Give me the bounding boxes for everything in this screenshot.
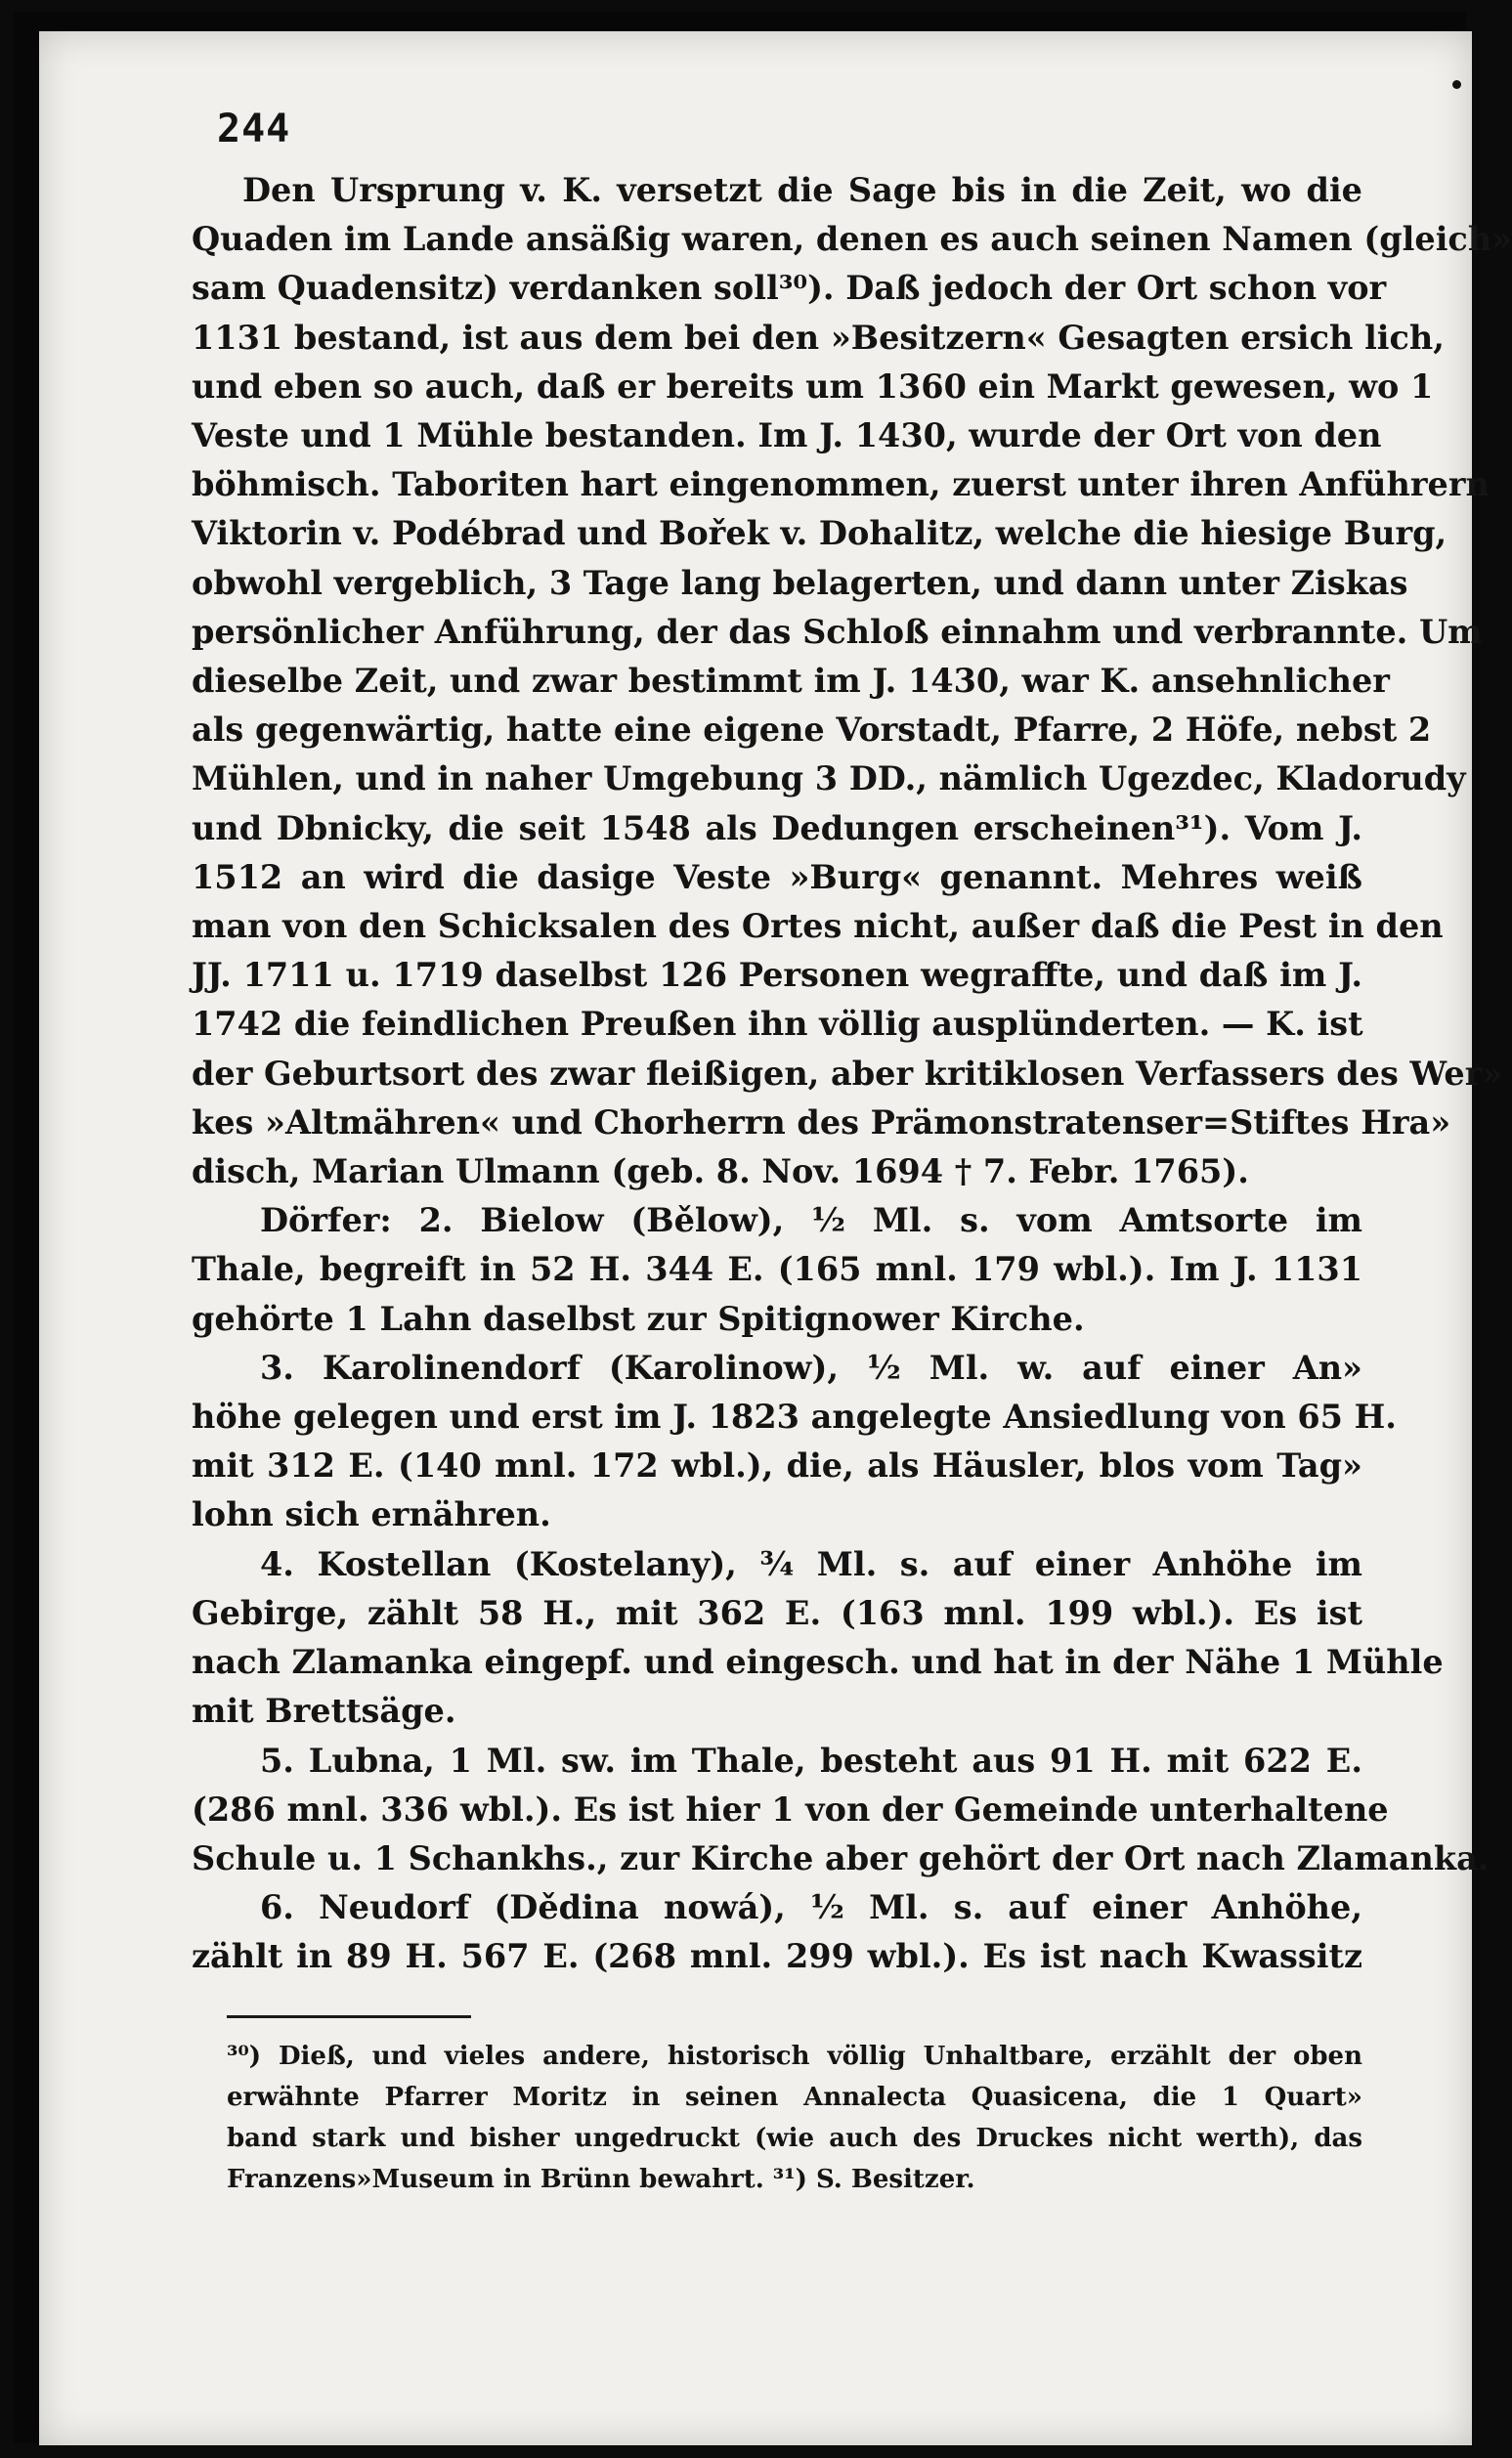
text-line: 3. Karolinendorf (Karolinow), ½ Ml. w. auf einer An» xyxy=(260,1348,1362,1387)
text-line: Dörfer: 2. Bielow (Bělow), ½ Ml. s. vom Amtsorte im xyxy=(260,1201,1362,1240)
text-line: zählt in 89 H. 567 E. (268 mnl. 299 wbl.). Es ist nach Kwassitz xyxy=(192,1937,1362,1976)
text-line: als gegenwärtig, hatte eine eigene Vorstadt, Pfarre, 2 Höfe, nebst 2 xyxy=(192,711,1432,750)
text-line: 5. Lubna, 1 Ml. sw. im Thale, besteht aus 91 H. mit 622 E. xyxy=(260,1741,1362,1780)
paragraph-lubna xyxy=(192,1737,1490,1884)
paragraph-neudorf xyxy=(192,1883,1362,1981)
text-line: Den Ursprung v. K. versetzt die Sage bis in die Zeit, wo die xyxy=(242,171,1362,209)
footnotes xyxy=(192,2036,1362,2200)
paragraph-bielow xyxy=(192,1196,1362,1344)
ink-speck xyxy=(1452,80,1461,89)
text-line: Gebirge, zählt 58 H., mit 362 E. (163 mnl. 199 wbl.). Es ist xyxy=(192,1593,1362,1632)
text-line: kes »Altmähren« und Chorherrn des Prämonstratenser=Stiftes Hra» xyxy=(192,1102,1451,1142)
text-line: und eben so auch, daß er bereits um 1360 ein Markt gewesen, wo 1 xyxy=(192,367,1434,406)
text-line: dieselbe Zeit, und zwar bestimmt im J. 1430, war K. ansehnlicher xyxy=(192,662,1390,701)
footnote-line: band stark und bisher ungedruckt (wie auch des Druckes nicht werth), das xyxy=(227,2123,1362,2153)
text-line: sam Quadensitz) verdanken soll³⁰). Daß jedoch der Ort schon vor xyxy=(192,269,1387,308)
text-line: Schule u. 1 Schankhs., zur Kirche aber gehört der Ort nach Zlamanka. xyxy=(192,1838,1490,1877)
footnote-line: Franzens»Museum in Brünn bewahrt. ³¹) S. Besitzer. xyxy=(227,2164,975,2194)
text-line: Thale, begreift in 52 H. 344 E. (165 mnl. 179 wbl.). Im J. 1131 xyxy=(192,1250,1362,1289)
paragraph-kostellan xyxy=(192,1540,1444,1737)
text-line: persönlicher Anführung, der das Schloß einnahm und verbrannte. Um xyxy=(192,612,1483,651)
footnote-line: ³⁰) Dieß, und vieles andere, historisch völlig Unhaltbare, erzählt der oben xyxy=(227,2041,1362,2071)
text-line: Viktorin v. Podébrad und Bořek v. Dohalitz, welche die hiesige Burg, xyxy=(192,514,1447,553)
text-line: böhmisch. Taboriten hart eingenommen, zuerst unter ihren Anführern xyxy=(192,465,1490,504)
text-line: höhe gelegen und erst im J. 1823 angelegte Ansiedlung von 65 H. xyxy=(192,1398,1397,1437)
footnote-line: erwähnte Pfarrer Moritz in seinen Annalecta Quasicena, die 1 Quart» xyxy=(227,2082,1362,2112)
text-line: (286 mnl. 336 wbl.). Es ist hier 1 von der Gemeinde unterhaltene xyxy=(192,1790,1389,1829)
paragraph-karolinendorf xyxy=(192,1344,1397,1540)
text-line: gehörte 1 Lahn daselbst zur Spitignower Kirche. xyxy=(192,1299,1085,1338)
text-line: lohn sich ernähren. xyxy=(192,1495,551,1534)
text-line: 4. Kostellan (Kostelany), ¾ Ml. s. auf einer Anhöhe im xyxy=(260,1544,1362,1583)
text-line: disch, Marian Ulmann (geb. 8. Nov. 1694 † 7. Febr. 1765). xyxy=(192,1152,1249,1191)
text-line: 1742 die feindlichen Preußen ihn völlig ausplünderten. — K. ist xyxy=(192,1005,1363,1044)
text-line: mit 312 E. (140 mnl. 172 wbl.), die, als Häusler, blos vom Tag» xyxy=(192,1446,1362,1486)
text-line: Veste und 1 Mühle bestanden. Im J. 1430, wurde der Ort von den xyxy=(192,416,1382,455)
page-number: 244 xyxy=(217,107,291,151)
text-line: 1131 bestand, ist aus dem bei den »Besitzern« Gesagten ersich lich, xyxy=(192,318,1445,357)
text-line: Quaden im Lande ansäßig waren, denen es auch seinen Namen (gleich» xyxy=(192,220,1512,259)
text-line: nach Zlamanka eingepf. und eingesch. und hat in der Nähe 1 Mühle xyxy=(192,1643,1444,1682)
page-content xyxy=(192,106,1512,2200)
text-line: der Geburtsort des zwar fleißigen, aber kritiklosen Verfassers des Wer» xyxy=(192,1054,1503,1093)
text-line: und Dbnicky, die seit 1548 als Dedungen erscheinen³¹). Vom J. xyxy=(192,808,1362,847)
text-line: JJ. 1711 u. 1719 daselbst 126 Personen wegraffte, und daß im J. xyxy=(192,956,1362,995)
text-line: mit Brettsäge. xyxy=(192,1692,456,1731)
text-line: obwohl vergeblich, 3 Tage lang belagerten, und dann unter Ziskas xyxy=(192,563,1408,602)
text-line: 1512 an wird die dasige Veste »Burg« genannt. Mehres weiß xyxy=(192,857,1362,896)
footnote-divider xyxy=(227,2015,471,2018)
text-line: 6. Neudorf (Dědina nowá), ½ Ml. s. auf einer Anhöhe, xyxy=(260,1888,1362,1927)
paragraph-history xyxy=(192,166,1512,1196)
text-line: man von den Schicksalen des Ortes nicht, außer daß die Pest in den xyxy=(192,907,1444,946)
text-line: Mühlen, und in naher Umgebung 3 DD., nämlich Ugezdec, Kladorudy xyxy=(192,759,1466,798)
